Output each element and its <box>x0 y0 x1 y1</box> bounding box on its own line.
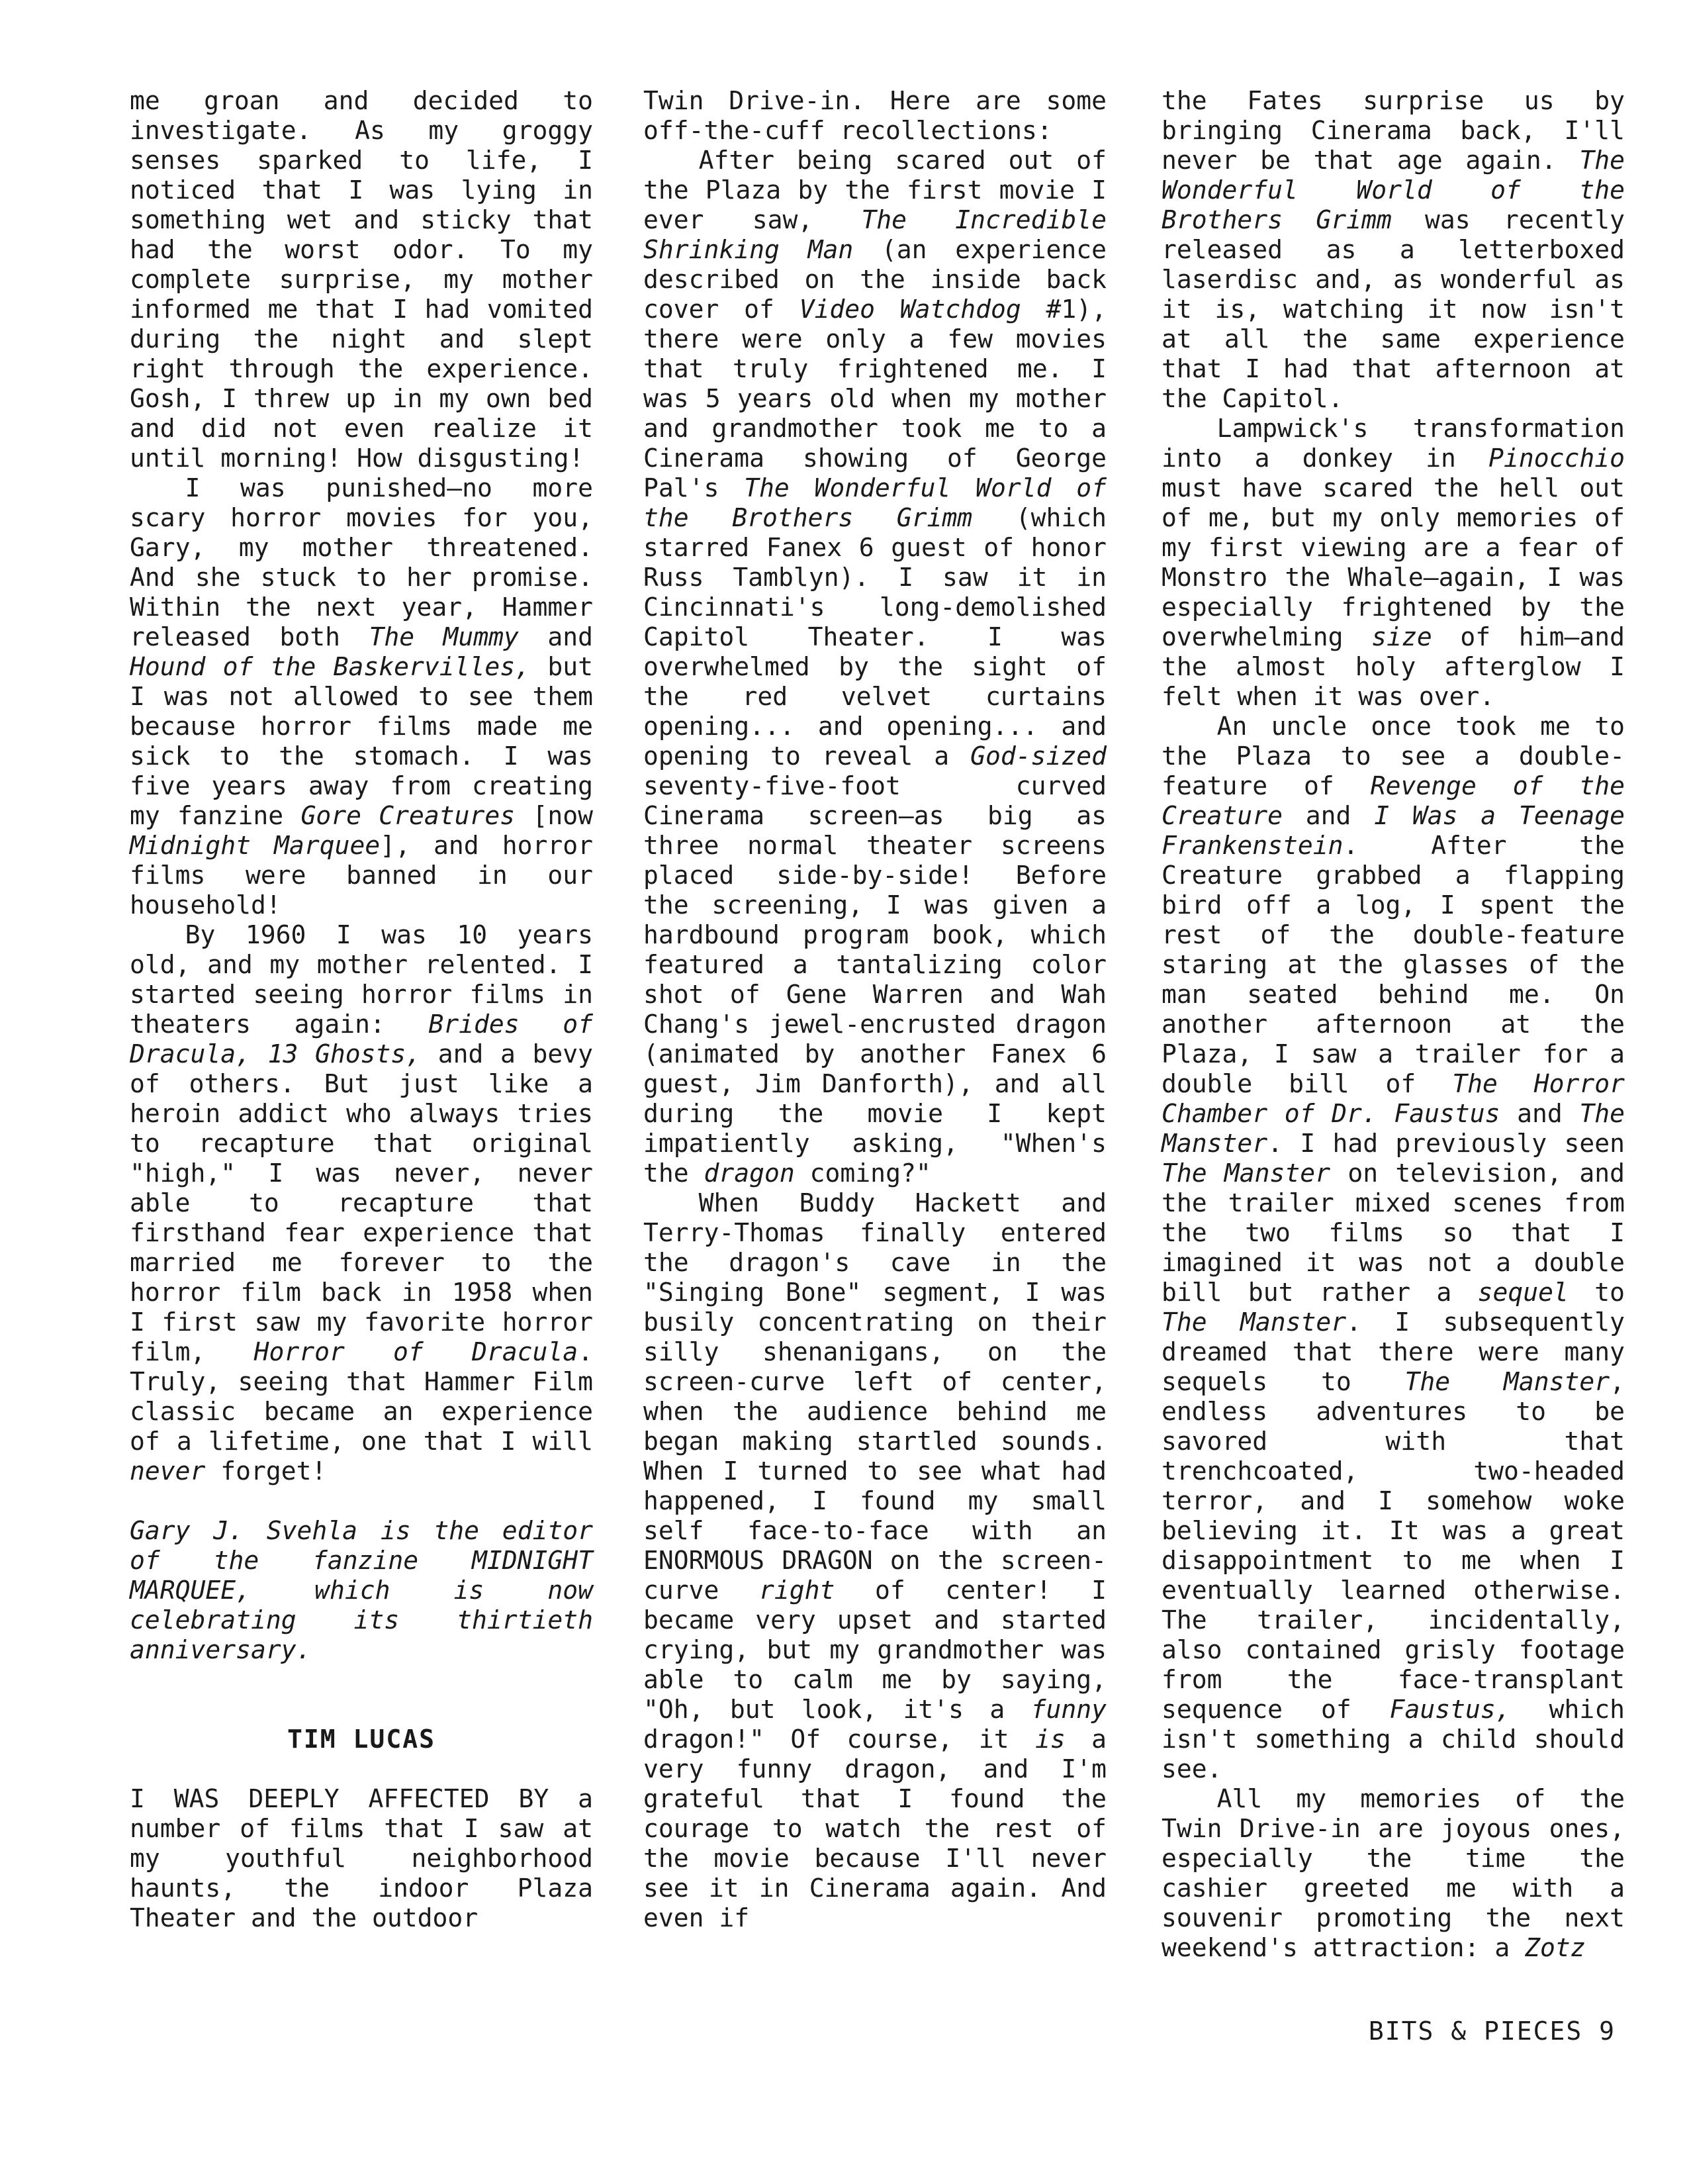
film-title: Horror of Dracula <box>253 1337 578 1366</box>
page-footer: BITS & PIECES 9 <box>1368 2017 1616 2046</box>
film-title: The Manster <box>1404 1367 1610 1396</box>
paragraph: I WAS DEEPLY AFFECTED BY a number of films that I saw at my youthful neighborhood haunts, the indoor Plaza Theater and the outdoor <box>130 1784 593 1932</box>
text-run: (which starred Fanex 6 guest of honor Russ Tamblyn). I saw it in Cincinnati's long-demolished Capitol Theater. I was overwhelmed by the sight of the red velvet curtains opening... and opening... and opening to reveal a <box>643 503 1107 771</box>
paragraph <box>1162 414 1625 712</box>
text-run: Lampwick's transformation into a donkey in <box>1162 414 1625 473</box>
paragraph: me groan and decided to investigate. As my groggy senses sparked to life, I noticed that I was lying in something wet and sticky that had the worst odor. To my complete surprise, my mother informed me that I had vomited during the night and slept right through the experience. Gosh, I threw up in my own bed and did not even realize it until morning! How disgusting! <box>130 86 593 473</box>
text-run: to <box>1568 1278 1625 1307</box>
film-title: The Incredible Shrinking Man <box>643 205 1107 264</box>
text-run: and <box>518 622 594 651</box>
text-run: An uncle once took me to the Plaza to see a double-feature of <box>1162 712 1625 800</box>
paragraph: Twin Drive-in. Here are some off-the-cuff recollections: <box>643 86 1107 145</box>
text-run: and a bevy of others. But just like a heroin addict who always tries to recapture that original "high," I was never, never able to recapture that firsthand fear experience that married me forever to the horror film back in 1958 when I first saw my favorite horror film, <box>130 1039 593 1366</box>
contributor-heading: TIM LUCAS <box>287 1725 435 1754</box>
film-title: The Manster <box>1162 1099 1625 1158</box>
article-column-1 <box>130 86 593 1933</box>
text-run: was recently released as a letterboxed laserdisc and, as wonderful as it is, watching it now isn't at all the same experience that I had that afternoon at the Capitol. <box>1162 205 1625 413</box>
text-run: a very funny dragon, and I'm grateful that I found the courage to watch the rest of the movie because I'll never see it in Cinerama again. And even if <box>643 1725 1107 1932</box>
film-title: The Mummy <box>369 622 519 651</box>
text-run: of center! I became very upset and started crying, but my grandmother was able to calm me by saying, "Oh, but look, it's a <box>643 1576 1107 1724</box>
text-run: . After the Creature grabbed a flapping bird off a log, I spent the rest of the double-feature staring at the glasses of the man seated behind me. On another afternoon at the Plaza, I saw a trailer for a double bill of <box>1162 831 1625 1098</box>
text-run: . I had previously seen <box>1267 1129 1625 1158</box>
film-title: The Horror Chamber of Dr. Faustus <box>1162 1069 1625 1128</box>
paragraph <box>1162 712 1625 1784</box>
text-run: seventy-five-foot curved Cinerama screen—as big as three normal theater screens placed side-by-side! Before the screening, I was given a hardbound program book, which featured a tantalizing color shot of Gene Warren and Wah Chang's jewel-encrusted dragon (animated by another Fanex 6 guest, Jim Danforth), and all during the movie I kept impatiently asking, "When's the <box>643 771 1107 1188</box>
paragraph <box>1162 86 1625 414</box>
paragraph <box>130 473 593 920</box>
emphasis: never <box>130 1456 206 1486</box>
emphasis: God-sized <box>970 741 1107 771</box>
emphasis: is <box>1035 1725 1066 1754</box>
text-run: and <box>1500 1099 1580 1128</box>
film-title: Hound of the Baskervilles, <box>130 652 531 681</box>
author-bio: Gary J. Svehla is the editor of the fanzine MIDNIGHT MARQUEE, which is now celebrating its thirtieth anniversary. <box>130 1516 593 1664</box>
film-title: The Wonderful World of the Brothers Grimm <box>643 473 1107 532</box>
paragraph <box>643 146 1107 1188</box>
film-title: I Was a Teenage Frankenstein <box>1162 801 1625 860</box>
magazine-title: Video Watchdog <box>799 295 1021 324</box>
article-column-2 <box>643 86 1107 1933</box>
fanzine-title: Midnight Marquee <box>130 831 381 860</box>
film-title: Revenge of the Creature <box>1162 771 1625 830</box>
text-run: of him—and the almost holy afterglow I felt when it was over. <box>1162 622 1625 711</box>
text-run: and <box>1283 801 1375 830</box>
text-run: (an experience described on the inside back cover of <box>643 235 1107 324</box>
text-run: ], and horror films were banned in our household! <box>130 831 594 920</box>
paragraph <box>130 920 593 1486</box>
emphasis: size <box>1371 622 1432 651</box>
film-title: The Wonderful World of the Brothers Grimm <box>1162 146 1625 234</box>
film-title: The Manster <box>1162 1159 1331 1188</box>
film-title: Pinocchio <box>1488 444 1625 473</box>
film-title: Faustus, <box>1389 1695 1511 1724</box>
film-title: The Manster <box>1162 1307 1347 1337</box>
article-column-3 <box>1162 86 1625 1963</box>
emphasis: right <box>759 1576 835 1605</box>
emphasis: dragon <box>704 1159 795 1188</box>
text-run: . I subsequently dreamed that there were many sequels to <box>1162 1307 1625 1396</box>
text-run: which isn't something a child should see. <box>1162 1695 1625 1783</box>
text-run: I was punished—no more scary horror movies for you, Gary, my mother threatened. And she stuck to her promise. Within the next year, Hammer released both <box>130 473 593 651</box>
text-run: coming?" <box>794 1159 931 1188</box>
fanzine-title: Gore Creatures <box>300 801 516 830</box>
text-run: By 1960 I was 10 years old, and my mother relented. I started seeing horror films in theaters again: <box>130 920 593 1039</box>
paragraph <box>1162 1784 1625 1963</box>
text-run: All my memories of the Twin Drive-in are joyous ones, especially the time the cashier greeted me with a souvenir promoting the next weekend's attraction: a <box>1162 1784 1625 1962</box>
text-run: must have scared the hell out of me, but my only memories of my first viewing are a fear of Monstro the Whale—again, I was especially frightened by the overwhelming <box>1162 473 1625 651</box>
text-run: on television, and the trailer mixed scenes from the two films so that I imagined it was not a double bill but rather a <box>1162 1159 1625 1307</box>
text-run: forget! <box>205 1456 327 1486</box>
text-run: #1), there were only a few movies that truly frightened me. I was 5 years old when my mother and grandmother took me to a Cinerama showing of George Pal's <box>643 295 1107 502</box>
emphasis: funny <box>1030 1695 1107 1724</box>
emphasis: Zotz <box>1525 1933 1586 1962</box>
text-run: but I was not allowed to see them because horror films made me sick to the stomach. I was five years away from creating my fanzine <box>130 652 594 830</box>
text-run: [now <box>515 801 593 830</box>
text-run: . Truly, seeing that Hammer Film classic became an experience of a lifetime, one that I will <box>130 1337 593 1456</box>
film-title: Brides of Dracula, 13 Ghosts, <box>130 1010 594 1068</box>
text-run: the Fates surprise us by bringing Cinerama back, I'll never be that age again. <box>1162 86 1625 175</box>
text-run: , endless adventures to be savored with that trenchcoated, two-headed terror, and I somehow woke believing it. It was a great disappointment to me when I eventually learned otherwise. The trailer, incidentally, also contained grisly footage from the face-transplant sequence of <box>1162 1367 1625 1724</box>
text-run: After being scared out of the Plaza by the first movie I ever saw, <box>643 146 1107 234</box>
paragraph <box>643 1188 1107 1933</box>
text-run: When Buddy Hackett and Terry-Thomas finally entered the dragon's cave in the "Singing Bone" segment, I was busily concentrating on their silly shenanigans, on the screen-curve left of center, when the audience behind me began making startled sounds. When I turned to see what had happened, I found my small self face-to-face with an ENORMOUS DRAGON on the screen-curve <box>643 1188 1107 1605</box>
text-run: dragon!" Of course, it <box>643 1725 1036 1754</box>
emphasis: sequel <box>1477 1278 1569 1307</box>
